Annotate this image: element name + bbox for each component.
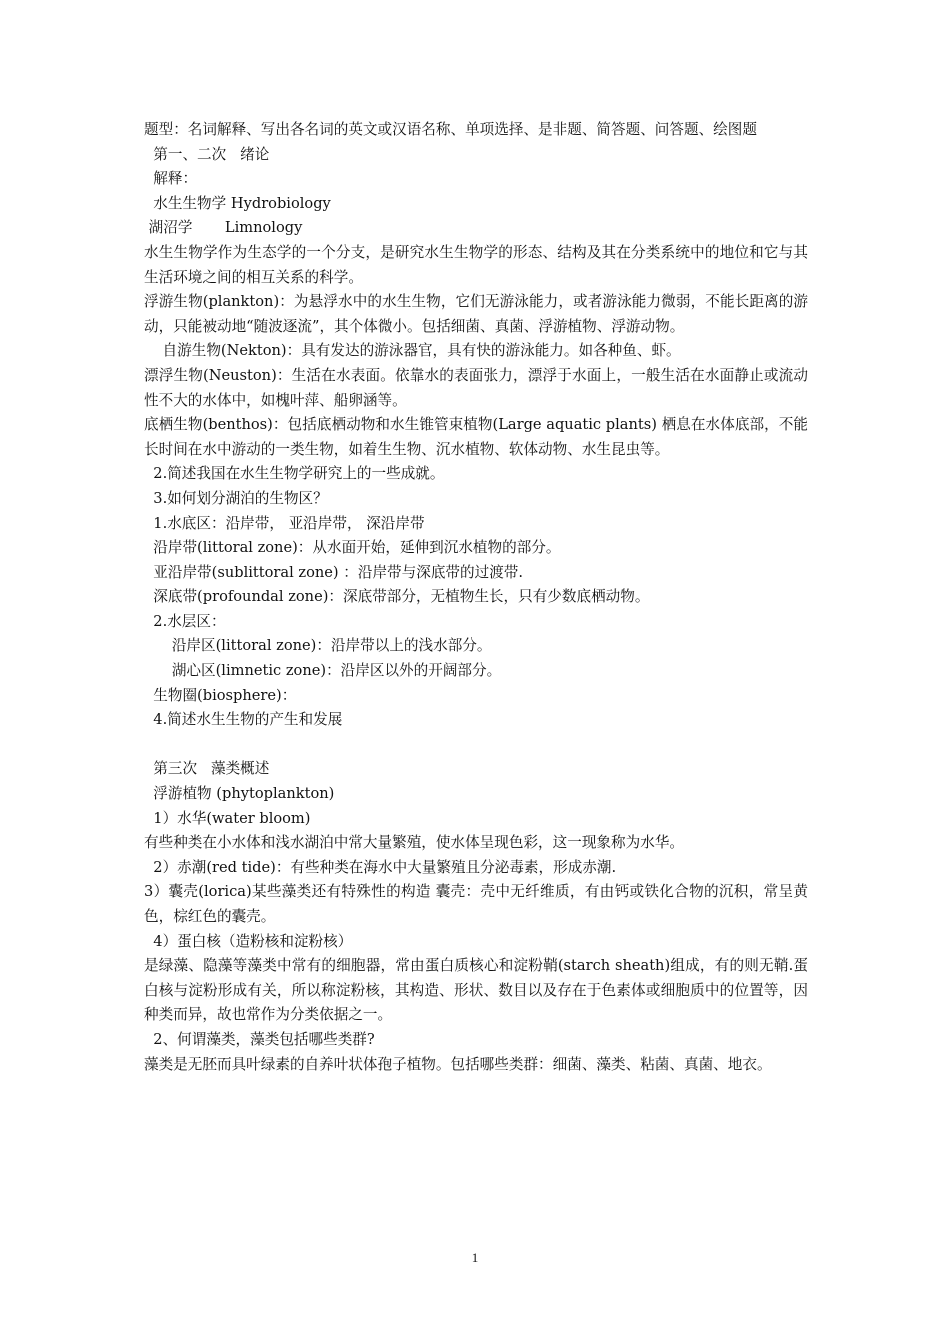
pyrenoid-definition: 是绿藻、隐藻等藻类中常有的细胞器，常由蛋白质核心和淀粉鞘(starch sheath)组成，有的则无鞘.蛋白核与淀粉形成有关，所以称淀粉核，其构造、形状、数目以及存在于色素体或细胞质中的位置等，因种类而异，故也常作为分类依据之一。 (144, 957, 808, 1024)
question-3: 3.如何划分湖泊的生物区？ (144, 489, 328, 507)
limnetic-zone: 湖心区(limnetic zone)：沿岸区以外的开阔部分。 (144, 662, 502, 680)
lorica-definition: 3）囊壳(lorica)某些藻类还有特殊性的构造 囊壳：壳中无纤维质，有由钙或铁化合物的沉积，常呈黄色，棕红色的囊壳。 (144, 883, 808, 925)
hydrobiology-definition: 水生生物学作为生态学的一个分支，是研究水生生物学的形态、结构及其在分类系统中的地位和它与其生活环境之间的相互关系的科学。 (144, 243, 808, 286)
page-number: 1 (471, 1250, 479, 1265)
phytoplankton-term: 浮游植物 (phytoplankton) (144, 785, 335, 803)
water-bloom-term: 1）水华(water bloom) (144, 809, 311, 827)
plankton-definition: 浮游生物(plankton)：为悬浮水中的水生生物，它们无游泳能力，或者游泳能力微弱，不能长距离的游动，只能被动地“随波逐流”，其个体微小。包括细菌、真菌、浮游植物、浮游动物。 (144, 293, 808, 335)
pyrenoid-term: 4）蛋白核（造粉核和淀粉核） (144, 932, 353, 950)
chapter-heading-3: 第三次 藻类概述 (144, 760, 270, 778)
blank-line (144, 733, 808, 758)
question-4: 4.简述水生生物的产生和发展 (144, 711, 343, 729)
red-tide-definition: 2）赤潮(red tide)：有些种类在海水中大量繁殖且分泌毒素，形成赤潮. (144, 858, 617, 876)
littoral-area: 沿岸区(littoral zone)：沿岸带以上的浅水部分。 (144, 637, 492, 655)
algae-question: 2、何谓藻类，藻类包括哪些类群? (144, 1030, 375, 1048)
page-body (144, 118, 808, 1077)
nekton-definition: 自游生物(Nekton)：具有发达的游泳器官，具有快的游泳能力。如各种鱼、虾。 (144, 342, 681, 360)
water-bloom-definition: 有些种类在小水体和浅水湖泊中常大量繁殖，使水体呈现色彩，这一现象称为水华。 (144, 834, 684, 852)
biosphere-term: 生物圈(biosphere)： (144, 686, 297, 704)
chapter-heading-1: 第一、二次 绪论 (144, 145, 270, 163)
explanation-label: 解释： (144, 170, 198, 188)
benthos-definition: 底栖生物(benthos)：包括底栖动物和水生锥管束植物(Large aquatic plants) 栖息在水体底部，不能长时间在水中游动的一类生物，如着生生物、沉水植物、软体动物、水生昆虫等。 (144, 416, 808, 458)
question-types: 题型：名词解释、写出各名词的英文或汉语名称、单项选择、是非题、简答题、问答题、绘图题 (144, 121, 757, 138)
term-hydrobiology: 水生生物学 Hydrobiology (144, 194, 331, 212)
pelagic-region: 2.水层区： (144, 612, 226, 630)
profundal-zone: 深底带(profoundal zone)：深底带部分，无植物生长，只有少数底栖动物。 (144, 588, 650, 606)
benthic-region: 1.水底区：沿岸带， 亚沿岸带， 深沿岸带 (144, 514, 425, 532)
littoral-zone: 沿岸带(littoral zone)：从水面开始，延伸到沉水植物的部分。 (144, 539, 561, 557)
sublittoral-zone: 亚沿岸带(sublittoral zone) ：沿岸带与深底带的过渡带. (144, 563, 524, 581)
algae-definition: 藻类是无胚而具叶绿素的自养叶状体孢子植物。包括哪些类群：细菌、藻类、粘菌、真菌、地衣。 (144, 1055, 772, 1073)
neuston-definition: 漂浮生物(Neuston)：生活在水表面。依靠水的表面张力，漂浮于水面上，一般生活在水面静止或流动性不大的水体中，如槐叶萍、船卵涵等。 (144, 366, 808, 409)
term-limnology: 湖沼学 Limnology (144, 219, 303, 237)
question-2: 2.简述我国在水生生物学研究上的一些成就。 (144, 465, 445, 483)
